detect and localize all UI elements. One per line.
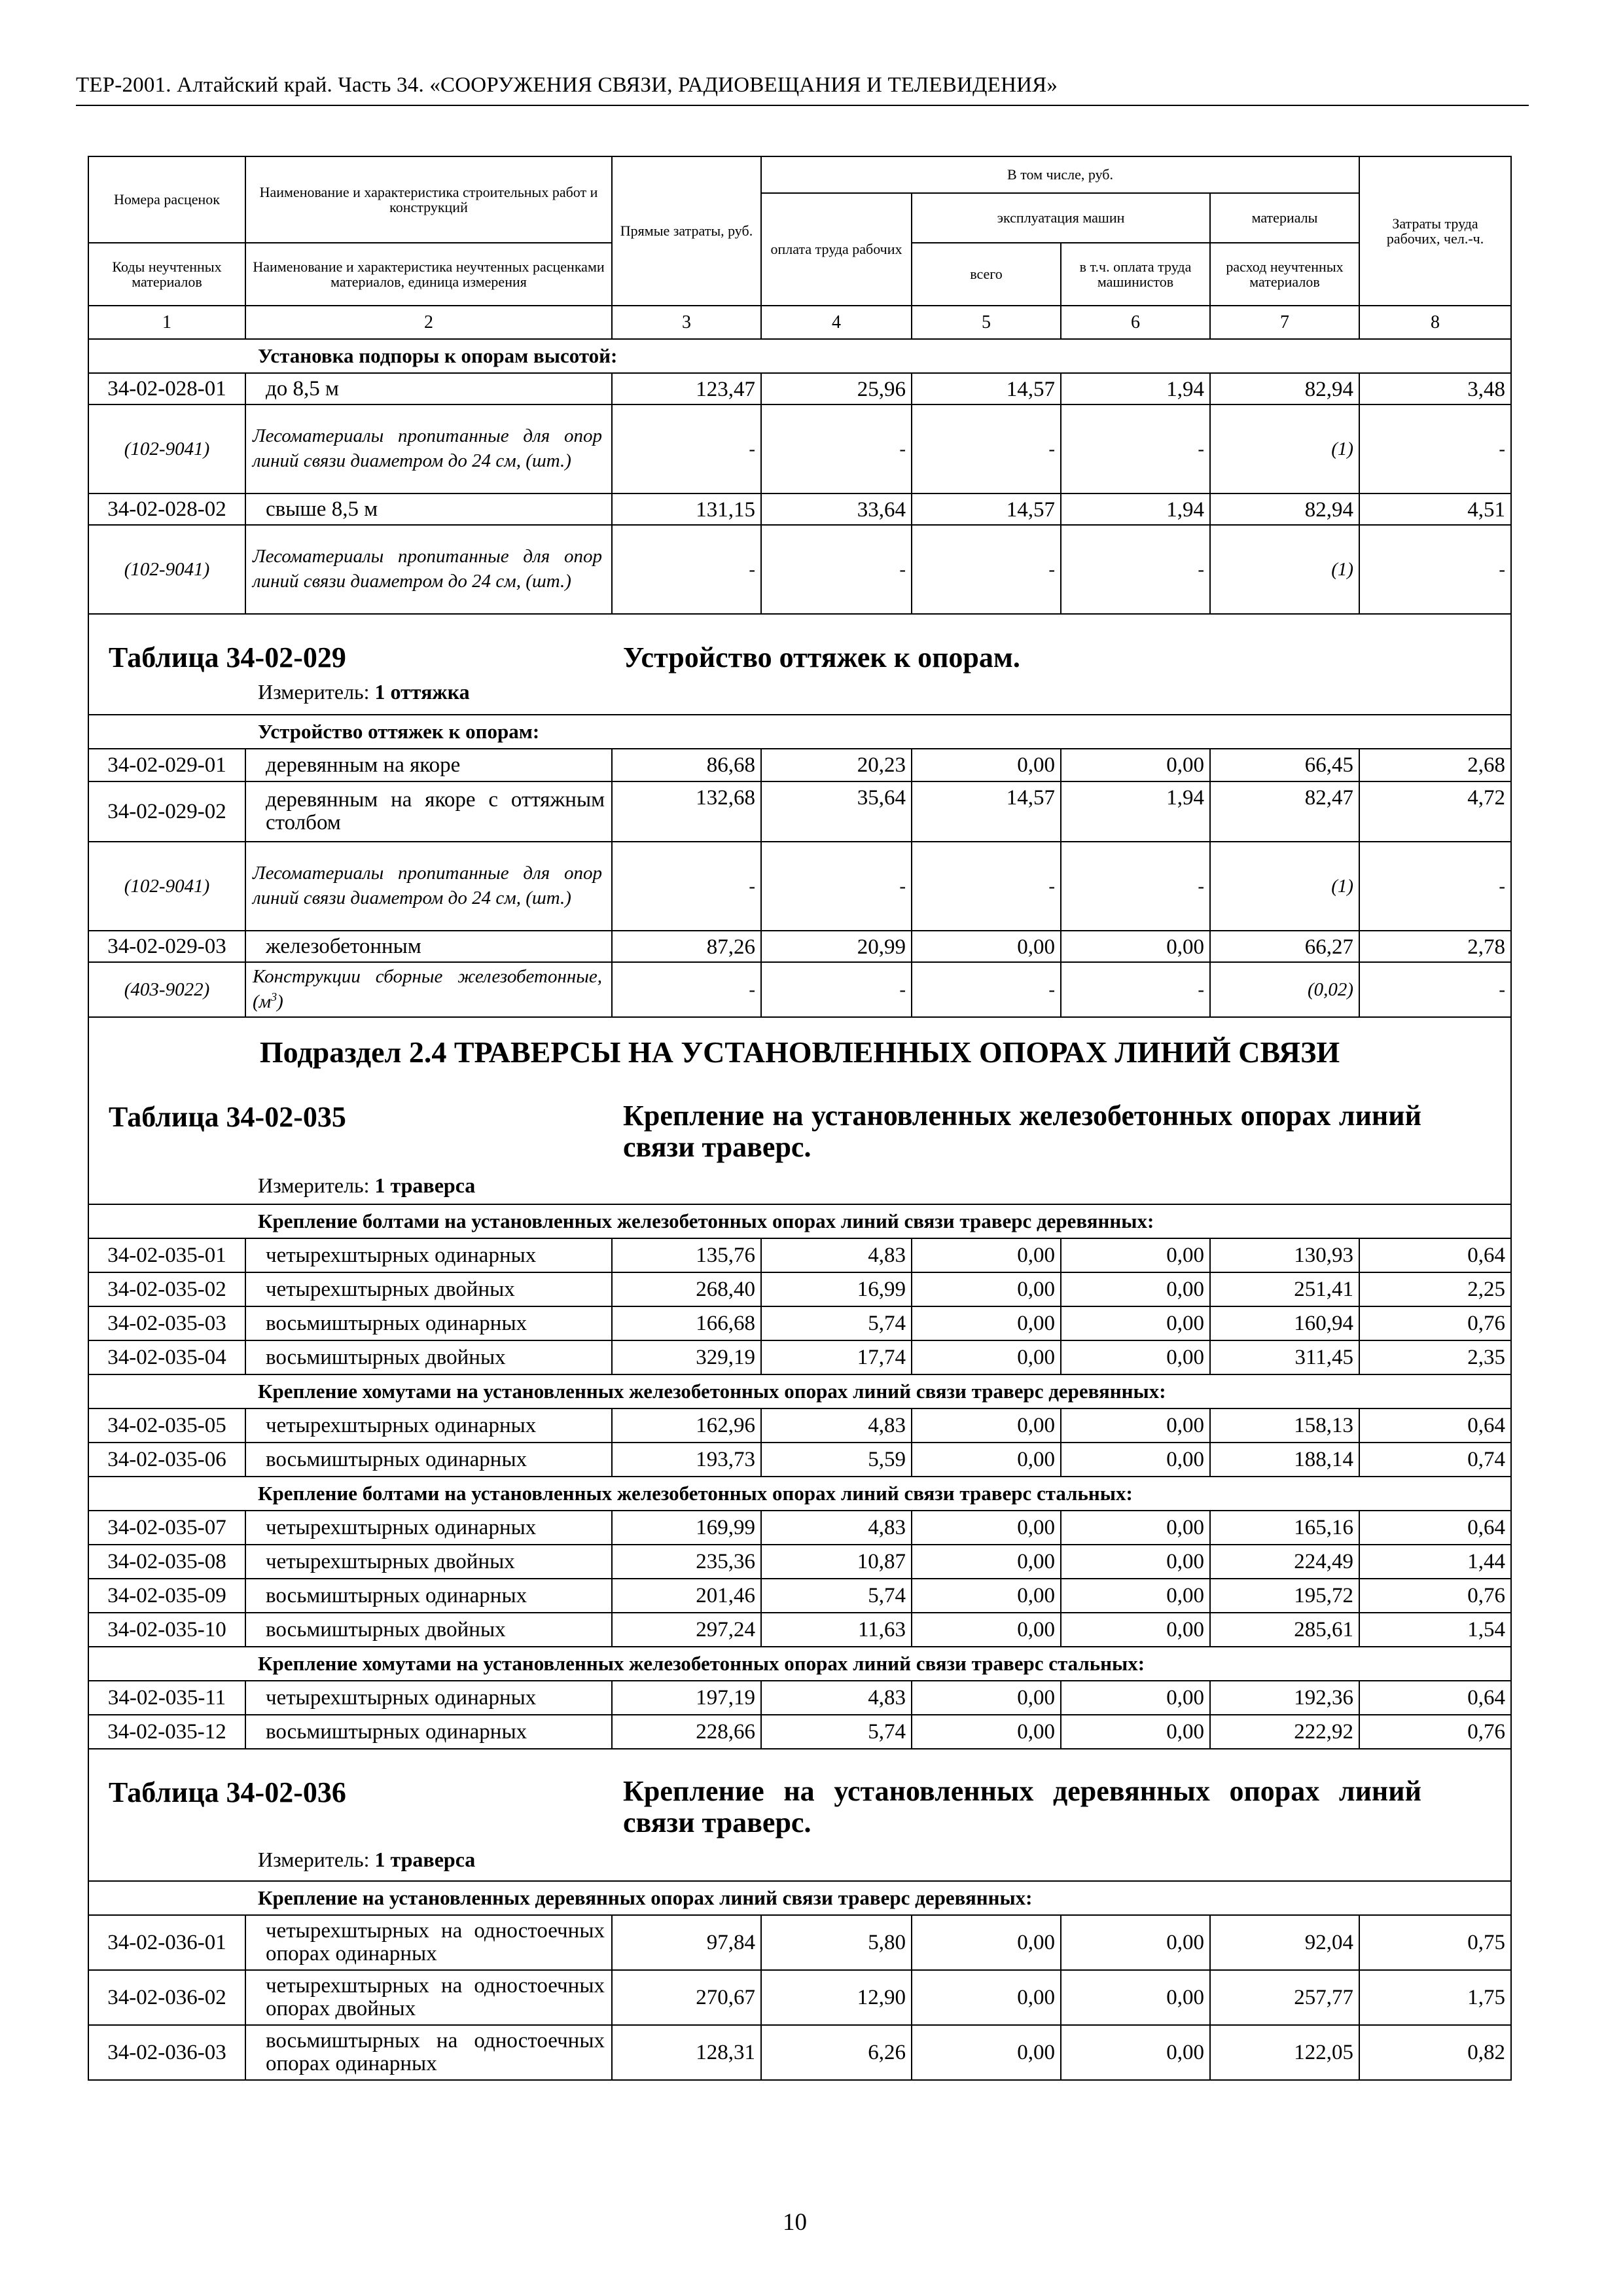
cell: - (1061, 404, 1210, 493)
cell: 0,00 (1061, 1715, 1210, 1749)
including-header: В том числе, руб. (761, 156, 1359, 193)
rate-code: 34-02-035-01 (88, 1238, 245, 1272)
machines-header: эксплуатация машин (912, 193, 1210, 243)
cell: 0,00 (1061, 1545, 1210, 1579)
cell: - (761, 525, 912, 614)
cell: 131,15 (612, 493, 761, 525)
cell: 92,04 (1210, 1915, 1359, 1970)
cell: 0,00 (912, 1915, 1061, 1970)
cell: 0,64 (1359, 1238, 1511, 1272)
col-number: 6 (1061, 306, 1210, 339)
cell: 0,00 (912, 1340, 1061, 1374)
cell: 0,00 (912, 931, 1061, 962)
cell: 0,00 (1061, 1272, 1210, 1306)
cell: - (1359, 525, 1511, 614)
material-row (88, 962, 1511, 1017)
cell: 0,76 (1359, 1715, 1511, 1749)
rates-table (88, 156, 1512, 2081)
cell: 12,90 (761, 1970, 912, 2025)
cell: 10,87 (761, 1545, 912, 1579)
cell: 0,00 (912, 1970, 1061, 2025)
cell: 224,49 (1210, 1545, 1359, 1579)
cell: 160,94 (1210, 1306, 1359, 1340)
cell: 0,76 (1359, 1306, 1511, 1340)
table-row (88, 1511, 1511, 1545)
cell: 0,64 (1359, 1408, 1511, 1443)
cell: 0,00 (1061, 1511, 1210, 1545)
rate-code: 34-02-028-02 (88, 493, 245, 525)
material-row (88, 842, 1511, 931)
rate-code: 34-02-035-09 (88, 1579, 245, 1613)
cell: 11,63 (761, 1613, 912, 1647)
cell: (1) (1210, 404, 1359, 493)
cell: 257,77 (1210, 1970, 1359, 2025)
col-number: 7 (1210, 306, 1359, 339)
cell: 270,67 (612, 1970, 761, 2025)
cell: 0,00 (912, 1408, 1061, 1443)
rate-name: деревянным на якоре с оттяжным столбом (245, 781, 612, 842)
subsection-title: Подраздел 2.4 ТРАВЕРСЫ НА УСТАНОВЛЕННЫХ ОПОРАХ ЛИНИЙ СВЯЗИ (259, 1035, 1340, 1069)
cell: 25,96 (761, 373, 912, 404)
material-row (88, 525, 1511, 614)
cell: 128,31 (612, 2025, 761, 2080)
group-heading: Крепление хомутами на установленных железобетонных опорах линий связи траверс стальных: (88, 1647, 1511, 1681)
cell: 297,24 (612, 1613, 761, 1647)
rate-code: 34-02-035-07 (88, 1511, 245, 1545)
cell: 132,68 (612, 781, 761, 842)
cell: 0,00 (1061, 1681, 1210, 1715)
table-description: Крепление на установленных железобетонных опорах линий связи траверс. (623, 1100, 1421, 1163)
cell: 268,40 (612, 1272, 761, 1306)
cell: 1,94 (1061, 373, 1210, 404)
cell: 0,00 (912, 1443, 1061, 1477)
col4-header: оплата труда рабочих (761, 193, 912, 306)
material-name: Лесоматериалы пропитанные для опор линий связи диаметром до 24 см, (шт.) (245, 404, 612, 493)
cell: 0,00 (1061, 2025, 1210, 2080)
rates-table-wrap (88, 156, 1510, 2081)
cell: 5,74 (761, 1715, 912, 1749)
cell: 0,00 (1061, 1408, 1210, 1443)
col-number: 8 (1359, 306, 1511, 339)
cell: - (761, 404, 912, 493)
cell: - (1359, 404, 1511, 493)
table-row (88, 373, 1511, 404)
material-name: Лесоматериалы пропитанные для опор линий связи диаметром до 24 см, (шт.) (245, 842, 612, 931)
cell: 0,76 (1359, 1579, 1511, 1613)
cell: 201,46 (612, 1579, 761, 1613)
cell: 82,47 (1210, 781, 1359, 842)
col7-header: расход неучтенных материалов (1210, 243, 1359, 306)
cell: 4,72 (1359, 781, 1511, 842)
page-header: ТЕР-2001. Алтайский край. Часть 34. «СООРУЖЕНИЯ СВЯЗИ, РАДИОВЕЩАНИЯ И ТЕЛЕВИДЕНИЯ» (76, 73, 1058, 97)
rate-name: восьмиштырных двойных (245, 1340, 612, 1374)
table-row (88, 749, 1511, 781)
rate-code: 34-02-029-03 (88, 931, 245, 962)
cell: 2,25 (1359, 1272, 1511, 1306)
cell: 5,74 (761, 1306, 912, 1340)
rate-name: четырехштырных одинарных (245, 1681, 612, 1715)
cell: 0,00 (912, 1579, 1061, 1613)
cell: - (612, 525, 761, 614)
rate-code: 34-02-035-03 (88, 1306, 245, 1340)
table-row (88, 1238, 1511, 1272)
table-row (88, 1545, 1511, 1579)
cell: - (912, 842, 1061, 931)
cell: 82,94 (1210, 493, 1359, 525)
rate-name: восьмиштырных одинарных (245, 1306, 612, 1340)
cell: 135,76 (612, 1238, 761, 1272)
col-number: 5 (912, 306, 1061, 339)
rate-code: 34-02-035-08 (88, 1545, 245, 1579)
cell: 329,19 (612, 1340, 761, 1374)
rate-code: 34-02-035-02 (88, 1272, 245, 1306)
rate-name: четырехштырных на одностоечных опорах двойных (245, 1970, 612, 2025)
rate-code: 34-02-035-11 (88, 1681, 245, 1715)
cell: 0,00 (912, 749, 1061, 781)
cell: 86,68 (612, 749, 761, 781)
cell: 17,74 (761, 1340, 912, 1374)
cell: 0,00 (1061, 1306, 1210, 1340)
rate-name: четырехштырных двойных (245, 1272, 612, 1306)
rate-code: 34-02-029-02 (88, 781, 245, 842)
cell: 130,93 (1210, 1238, 1359, 1272)
cell: 0,82 (1359, 2025, 1511, 2080)
cell: 235,36 (612, 1545, 761, 1579)
rate-name: восьмиштырных одинарных (245, 1579, 612, 1613)
cell: 97,84 (612, 1915, 761, 1970)
cell: 1,54 (1359, 1613, 1511, 1647)
material-code: (102-9041) (88, 404, 245, 493)
rate-name: восьмиштырных двойных (245, 1613, 612, 1647)
cell: - (1359, 962, 1511, 1017)
cell: 0,00 (912, 1272, 1061, 1306)
cell: 193,73 (612, 1443, 761, 1477)
measure-unit: Измеритель: 1 траверса (258, 1848, 476, 1871)
cell: 4,83 (761, 1681, 912, 1715)
material-code: (403-9022) (88, 962, 245, 1017)
measure-unit: Измеритель: 1 оттяжка (258, 680, 470, 704)
table-row (88, 781, 1511, 842)
cell: - (912, 404, 1061, 493)
cell: 0,00 (912, 1238, 1061, 1272)
cell: 66,27 (1210, 931, 1359, 962)
rate-code: 34-02-036-03 (88, 2025, 245, 2080)
rate-name: восьмиштырных на одностоечных опорах одинарных (245, 2025, 612, 2080)
col1-header-bottom: Коды неучтенных материалов (88, 243, 245, 306)
cell: 123,47 (612, 373, 761, 404)
cell: 188,14 (1210, 1443, 1359, 1477)
cell: 311,45 (1210, 1340, 1359, 1374)
cell: 197,19 (612, 1681, 761, 1715)
table-row (88, 931, 1511, 962)
cell: (0,02) (1210, 962, 1359, 1017)
table-row (88, 2025, 1511, 2080)
cell: - (761, 842, 912, 931)
table-title: Таблица 34-02-029 (109, 641, 346, 673)
rate-code: 34-02-029-01 (88, 749, 245, 781)
rate-code: 34-02-036-01 (88, 1915, 245, 1970)
cell: - (612, 404, 761, 493)
rate-code: 34-02-035-05 (88, 1408, 245, 1443)
cell: 169,99 (612, 1511, 761, 1545)
cell: 0,64 (1359, 1681, 1511, 1715)
cell: 4,83 (761, 1238, 912, 1272)
header-rule (76, 105, 1529, 106)
cell: 14,57 (912, 781, 1061, 842)
cell: 0,00 (912, 1306, 1061, 1340)
col-number: 3 (612, 306, 761, 339)
rate-name: восьмиштырных одинарных (245, 1443, 612, 1477)
cell: 2,78 (1359, 931, 1511, 962)
cell: 228,66 (612, 1715, 761, 1749)
col-number: 1 (88, 306, 245, 339)
table-row (88, 1579, 1511, 1613)
group-heading: Крепление на установленных деревянных опорах линий связи траверс деревянных: (88, 1881, 1511, 1915)
group-heading: Устройство оттяжек к опорам: (88, 715, 1511, 749)
cell: 251,41 (1210, 1272, 1359, 1306)
group-heading: Крепление болтами на установленных железобетонных опорах линий связи траверс стальных: (88, 1477, 1511, 1511)
cell: 0,00 (912, 2025, 1061, 2080)
cell: 5,59 (761, 1443, 912, 1477)
cell: 0,00 (1061, 931, 1210, 962)
cell: 0,00 (1061, 749, 1210, 781)
cell: - (1061, 842, 1210, 931)
rate-code: 34-02-035-04 (88, 1340, 245, 1374)
materials-header: материалы (1210, 193, 1359, 243)
cell: 66,45 (1210, 749, 1359, 781)
cell: 195,72 (1210, 1579, 1359, 1613)
cell: 285,61 (1210, 1613, 1359, 1647)
cell: 14,57 (912, 493, 1061, 525)
cell: 122,05 (1210, 2025, 1359, 2080)
cell: 20,99 (761, 931, 912, 962)
cell: 0,00 (912, 1613, 1061, 1647)
cell: 82,94 (1210, 373, 1359, 404)
col8-header: Затраты труда рабочих, чел.-ч. (1359, 156, 1511, 306)
cell: 6,26 (761, 2025, 912, 2080)
cell: 0,00 (1061, 1238, 1210, 1272)
table-row (88, 493, 1511, 525)
cell: 0,00 (1061, 1915, 1210, 1970)
cell: 33,64 (761, 493, 912, 525)
col2-header-top: Наименование и характеристика строительных работ и конструкций (245, 156, 612, 243)
col-number: 2 (245, 306, 612, 339)
cell: 0,00 (1061, 1579, 1210, 1613)
cell: 1,94 (1061, 493, 1210, 525)
rate-name: четырехштырных на одностоечных опорах одинарных (245, 1915, 612, 1970)
cell: 222,92 (1210, 1715, 1359, 1749)
cell: 3,48 (1359, 373, 1511, 404)
table-row (88, 1272, 1511, 1306)
cell: 0,74 (1359, 1443, 1511, 1477)
rate-code: 34-02-036-02 (88, 1970, 245, 2025)
group-heading: Крепление болтами на установленных железобетонных опорах линий связи траверс деревянных: (88, 1204, 1511, 1238)
cell: 0,00 (1061, 1340, 1210, 1374)
table-row (88, 1340, 1511, 1374)
cell: - (1061, 525, 1210, 614)
rate-name: деревянным на якоре (245, 749, 612, 781)
cell: 0,00 (912, 1715, 1061, 1749)
table-row (88, 1443, 1511, 1477)
cell: 5,80 (761, 1915, 912, 1970)
rate-name: свыше 8,5 м (245, 493, 612, 525)
rate-name: до 8,5 м (245, 373, 612, 404)
cell: 4,83 (761, 1408, 912, 1443)
table-title-block (88, 1749, 1511, 1881)
rate-code: 34-02-035-10 (88, 1613, 245, 1647)
col6-header: в т.ч. оплата труда машинистов (1061, 243, 1210, 306)
cell: (1) (1210, 842, 1359, 931)
cell: 0,00 (1061, 1613, 1210, 1647)
cell: 1,44 (1359, 1545, 1511, 1579)
col1-header-top: Номера расценок (88, 156, 245, 243)
cell: - (912, 962, 1061, 1017)
rate-name: четырехштырных одинарных (245, 1511, 612, 1545)
table-row (88, 1970, 1511, 2025)
cell: 158,13 (1210, 1408, 1359, 1443)
table-title: Таблица 34-02-035 (109, 1101, 346, 1133)
group-heading: Крепление хомутами на установленных железобетонных опорах линий связи траверс деревянных: (88, 1374, 1511, 1408)
cell: 166,68 (612, 1306, 761, 1340)
rate-code: 34-02-035-06 (88, 1443, 245, 1477)
cell: 0,00 (1061, 1970, 1210, 2025)
measure-unit: Измеритель: 1 траверса (258, 1174, 476, 1197)
rate-code: 34-02-035-12 (88, 1715, 245, 1749)
material-name: Конструкции сборные железобетонные, $(м^3)$ (245, 962, 612, 1017)
material-code: (102-9041) (88, 842, 245, 931)
table-row (88, 1306, 1511, 1340)
cell: 16,99 (761, 1272, 912, 1306)
table-row (88, 1408, 1511, 1443)
cell: 165,16 (1210, 1511, 1359, 1545)
cell: 0,00 (912, 1511, 1061, 1545)
table-row (88, 1915, 1511, 1970)
cell: 0,00 (1061, 1443, 1210, 1477)
rate-code: 34-02-028-01 (88, 373, 245, 404)
page-number: 10 (783, 2209, 807, 2236)
cell: 0,00 (912, 1545, 1061, 1579)
cell: 5,74 (761, 1579, 912, 1613)
cell: 4,83 (761, 1511, 912, 1545)
cell: 0,64 (1359, 1511, 1511, 1545)
material-row (88, 404, 1511, 493)
cell: 2,68 (1359, 749, 1511, 781)
rate-name: железобетонным (245, 931, 612, 962)
rate-name: четырехштырных одинарных (245, 1408, 612, 1443)
cell: 162,96 (612, 1408, 761, 1443)
rate-name: четырехштырных одинарных (245, 1238, 612, 1272)
cell: 4,51 (1359, 493, 1511, 525)
cell: 192,36 (1210, 1681, 1359, 1715)
cell: - (912, 525, 1061, 614)
table-title-block (88, 614, 1511, 715)
material-code: (102-9041) (88, 525, 245, 614)
cell: (1) (1210, 525, 1359, 614)
cell: 1,75 (1359, 1970, 1511, 2025)
cell: 0,00 (912, 1681, 1061, 1715)
group-heading: Установка подпоры к опорам высотой: (88, 339, 1511, 373)
table-description: Устройство оттяжек к опорам. (623, 641, 1020, 673)
cell: - (1061, 962, 1210, 1017)
cell: - (612, 962, 761, 1017)
rate-name: восьмиштырных одинарных (245, 1715, 612, 1749)
table-row (88, 1613, 1511, 1647)
cell: 14,57 (912, 373, 1061, 404)
col5-header: всего (912, 243, 1061, 306)
cell: 20,23 (761, 749, 912, 781)
cell: - (612, 842, 761, 931)
table-title: Таблица 34-02-036 (109, 1776, 346, 1808)
cell: 2,35 (1359, 1340, 1511, 1374)
table-row (88, 1681, 1511, 1715)
rate-name: четырехштырных двойных (245, 1545, 612, 1579)
cell: 87,26 (612, 931, 761, 962)
subsection-block (88, 1017, 1511, 1204)
cell: - (761, 962, 912, 1017)
table-row (88, 1715, 1511, 1749)
col3-header: Прямые затраты, руб. (612, 156, 761, 306)
cell: 0,75 (1359, 1915, 1511, 1970)
col-number: 4 (761, 306, 912, 339)
cell: 1,94 (1061, 781, 1210, 842)
col2-header-bottom: Наименование и характеристика неучтенных расценками материалов, единица измерения (245, 243, 612, 306)
table-description: Крепление на установленных деревянных опорах линий связи траверс. (623, 1775, 1421, 1839)
material-name: Лесоматериалы пропитанные для опор линий связи диаметром до 24 см, (шт.) (245, 525, 612, 614)
cell: - (1359, 842, 1511, 931)
cell: 35,64 (761, 781, 912, 842)
